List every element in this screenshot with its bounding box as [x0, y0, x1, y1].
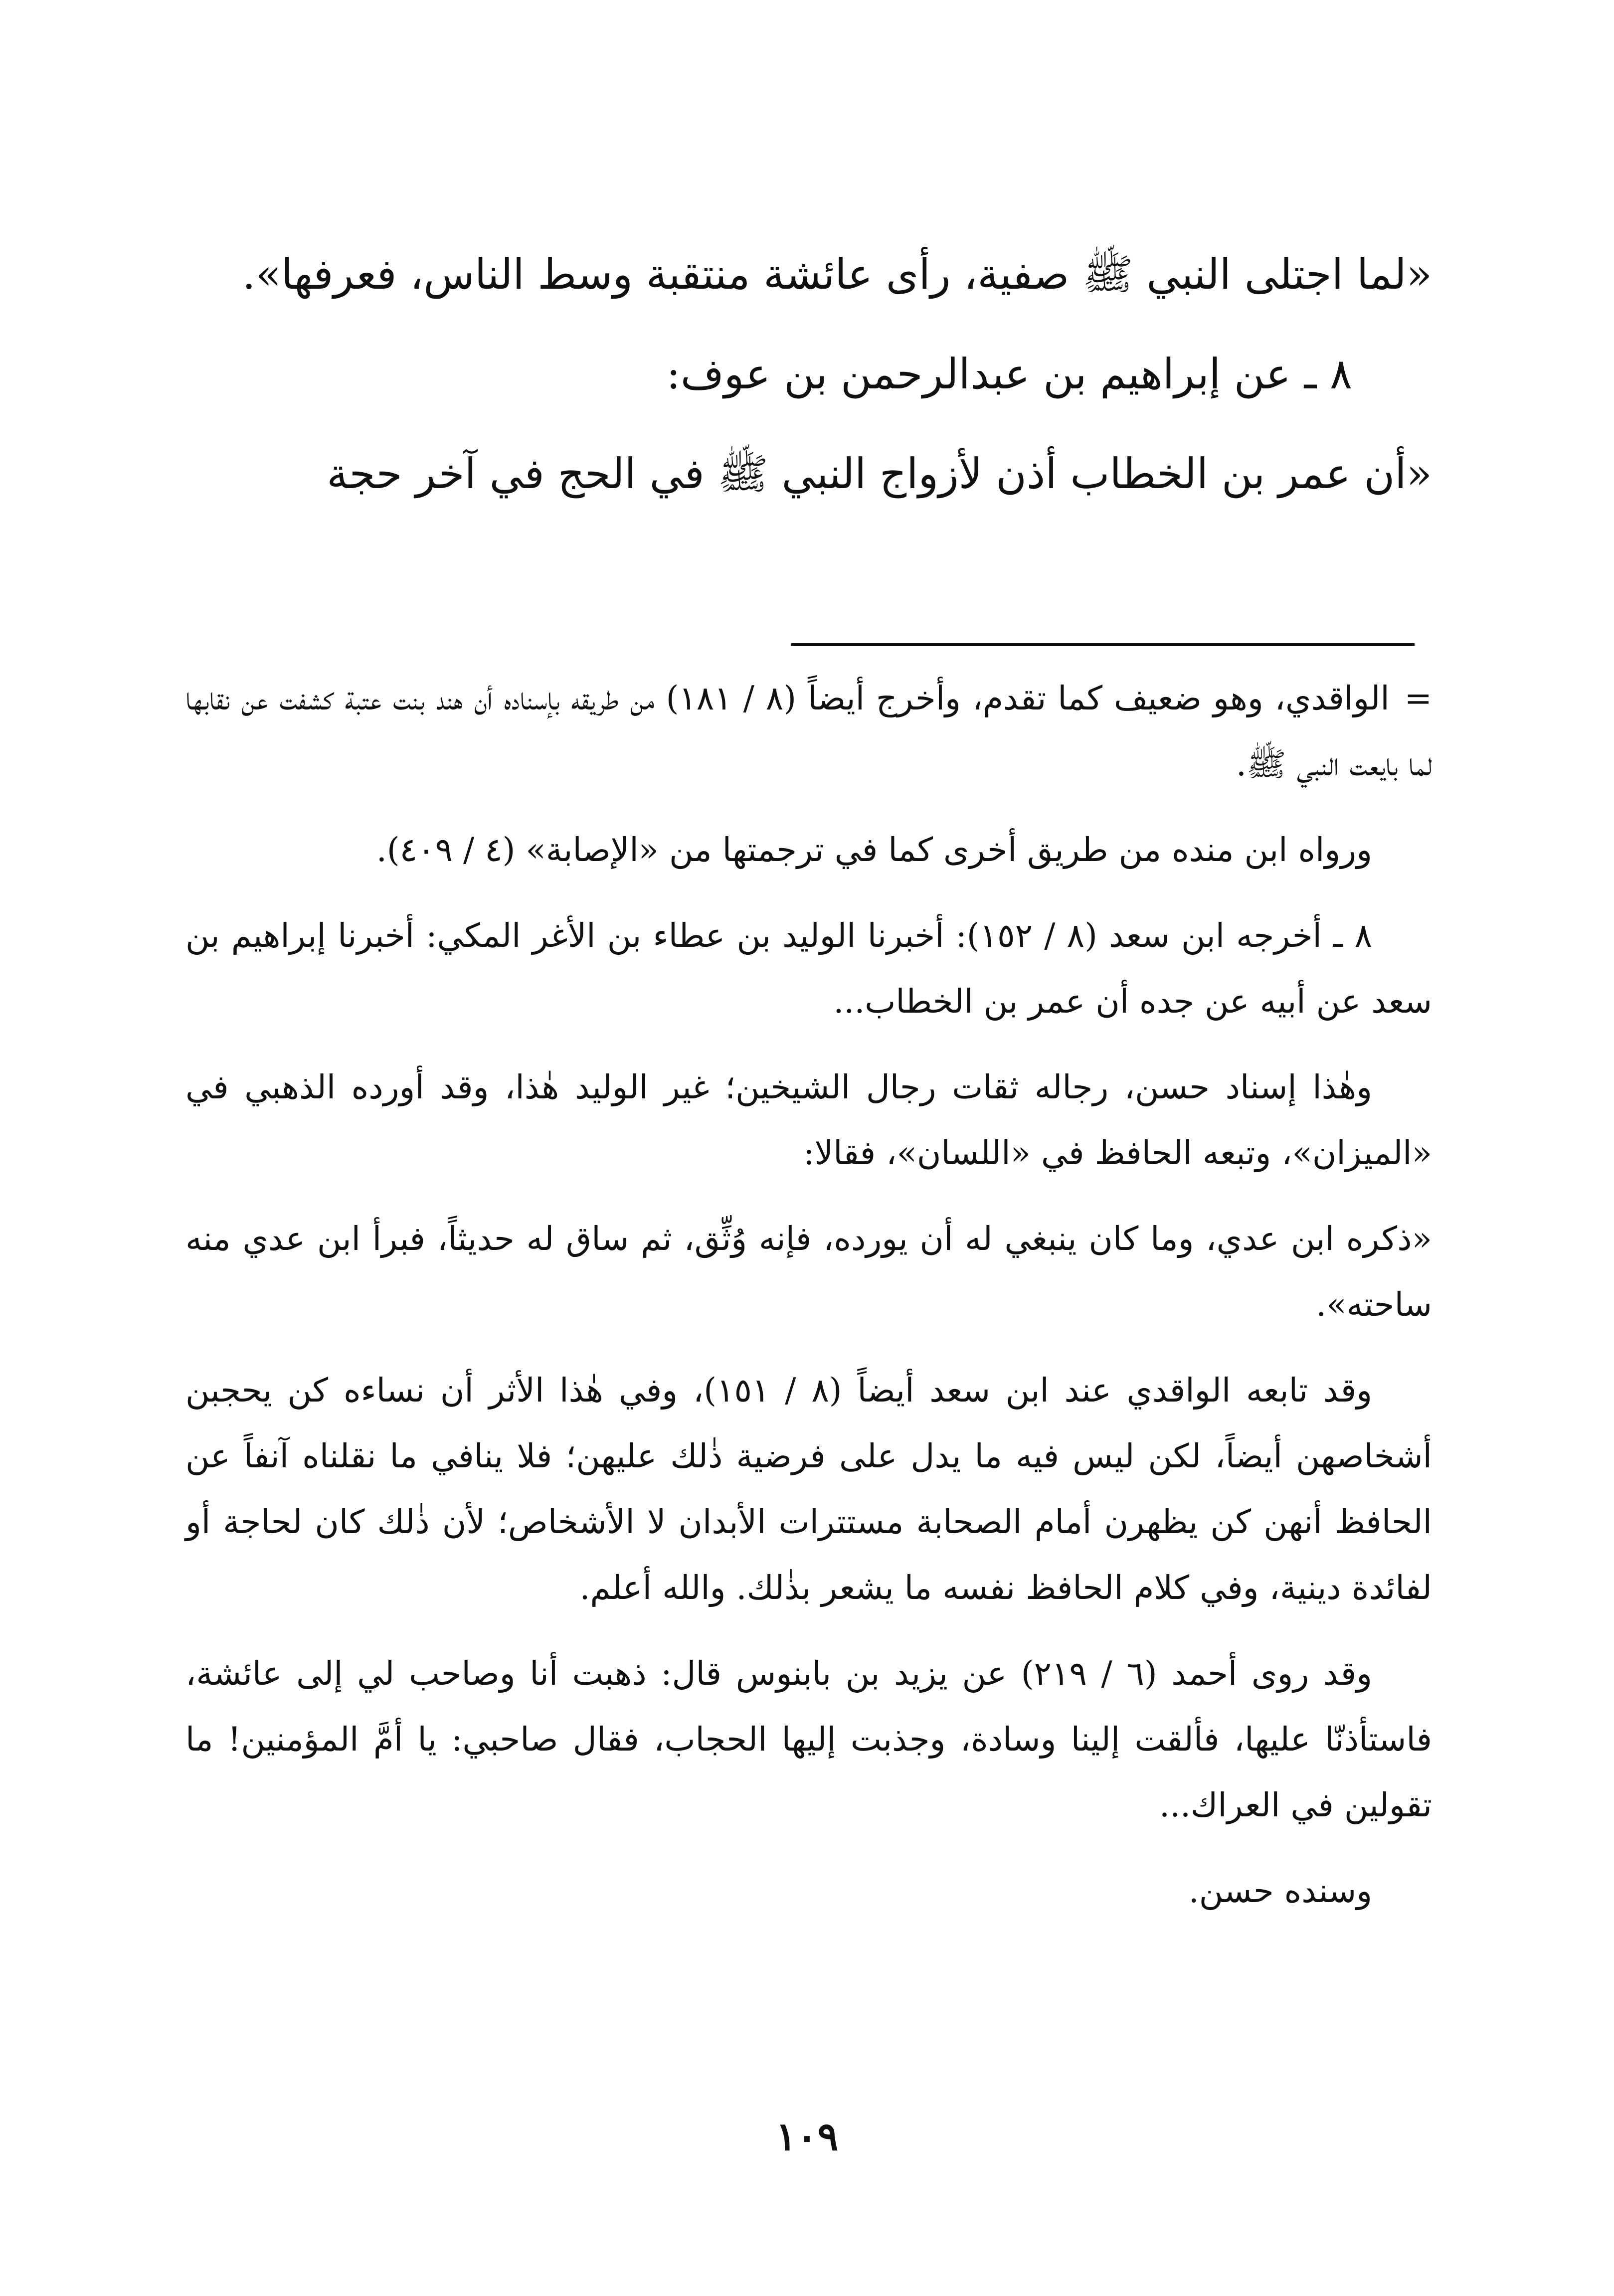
- footnote-text: الواقدي، وهو ضعيف كما تقدم، وأخرج أيضاً (٨ / ١٨١) من طريقه بإسناده أن هند بنت عتبة كشفت عن نقابها لما بايعت النبي ﷺ.: [185, 679, 1432, 783]
- footnote-continuation-mark: =: [1404, 679, 1432, 717]
- footnote-paragraph: وقد تابعه الواقدي عند ابن سعد أيضاً (٨ / ١٥١)، وفي هٰذا الأثر أن نساءه كن يحجبن أشخاصهن أيضاً، لكن ليس فيه ما يدل على فرضية ذٰلك عليهن؛ فلا ينافي ما نقلناه آنفاً عن الحافظ أنهن كن يظهرن أمام الصحابة مستترات الأبدان لا الأشخاص؛ لأن ذٰلك كان لحاجة أو لفائدة دينية، وفي كلام الحافظ نفسه ما يشعر بذٰلك. والله أعلم.: [185, 1371, 1432, 1607]
- footnote-paragraph: وهٰذا إسناد حسن، رجاله ثقات رجال الشيخين؛ غير الوليد هٰذا، وقد أورده الذهبي في «الميزان»، وتبعه الحافظ في «اللسان»، فقالا:: [185, 1068, 1432, 1172]
- page-number: ١٠٩: [775, 2114, 839, 2159]
- footnote-paragraph: ٨ ـ أخرجه ابن سعد (٨ / ١٥٢): أخبرنا الوليد بن عطاء بن الأغر المكي: أخبرنا إبراهيم بن سعد عن أبيه عن جده أن عمر بن الخطاب...: [185, 916, 1432, 1021]
- main-quote-1: «لما اجتلى النبي ﷺ صفية، رأى عائشة منتقبة وسط الناس، فعرفها».: [242, 250, 1432, 299]
- footnote-paragraph: [185, 666, 1432, 797]
- footnote-divider: [791, 643, 1415, 646]
- footnote-paragraph: وقد روى أحمد (٦ / ٢١٩) عن يزيد بن بابنوس قال: ذهبت أنا وصاحب لي إلى عائشة، فاستأذنّا عليها، فألقت إلينا وسادة، وجذبت إليها الحجاب، فقال صاحبي: يا أمَّ المؤمنين! ما تقولين في العراك...: [185, 1654, 1432, 1824]
- main-quote-2: «أن عمر بن الخطاب أذن لأزواج النبي ﷺ في الحج في آخر حجة: [327, 449, 1432, 498]
- main-text: [185, 224, 1432, 524]
- footnote-paragraph: ورواه ابن منده من طريق أخرى كما في ترجمتها من «الإصابة» (٤ / ٤٠٩).: [376, 831, 1372, 869]
- footnote-paragraph: «ذكره ابن عدي، وما كان ينبغي له أن يورده، فإنه وُثِّق، ثم ساق له حديثاً، فبرأ ابن عدي منه ساحته».: [185, 1220, 1432, 1324]
- footnote-paragraph: وسنده حسن.: [1188, 1872, 1372, 1910]
- footnotes: [185, 666, 1432, 1944]
- main-heading-8: ٨ ـ عن إبراهيم بن عبدالرحمن بن عوف:: [666, 350, 1352, 398]
